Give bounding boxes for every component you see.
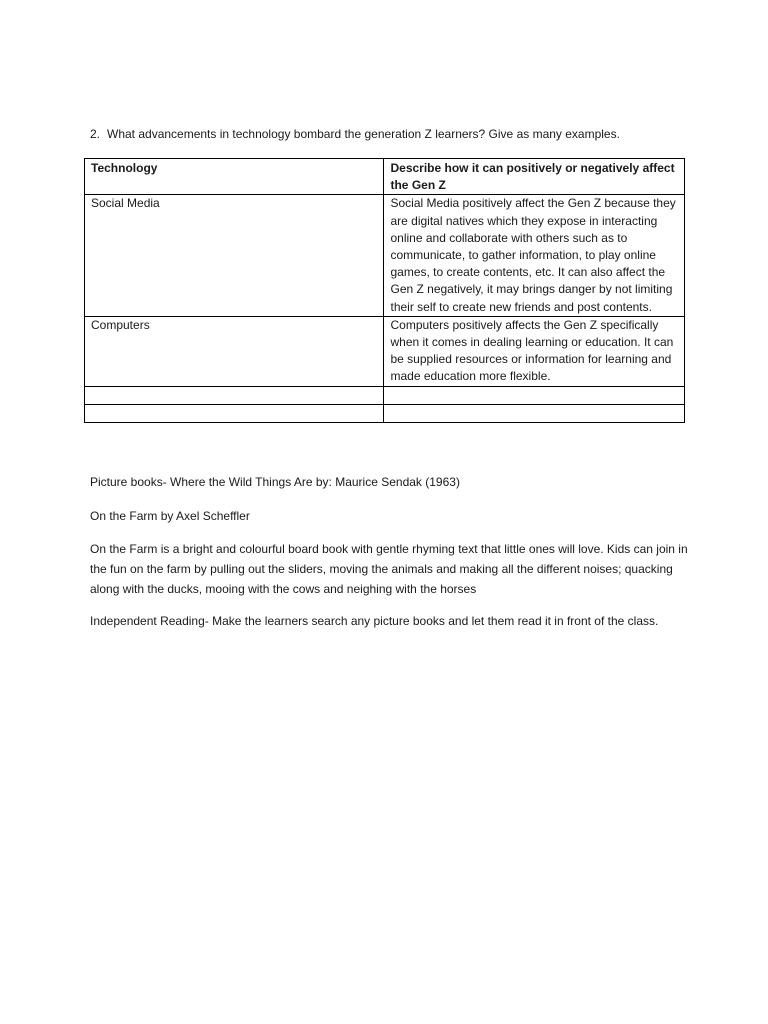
cell-describe (384, 386, 685, 404)
cell-technology (85, 386, 384, 404)
question-line (90, 126, 690, 143)
table-row (85, 195, 685, 316)
cell-technology: Social Media (85, 195, 384, 316)
table-header-row (85, 159, 685, 195)
cell-describe (384, 404, 685, 422)
on-the-farm-title-paragraph: On the Farm by Axel Scheffler (90, 509, 250, 523)
technology-table (84, 158, 685, 423)
cell-technology (85, 404, 384, 422)
cell-describe: Social Media positively affect the Gen Z because they are digital natives which they expose in interacting online and collaborate with others such as to communicate, to gather information, to play online games, to create contents, etc. It can also affect the Gen Z negatively, it may brings danger by not limiting their self to create new friends and post contents. (384, 195, 685, 316)
on-the-farm-description-paragraph: On the Farm is a bright and colourful board book with gentle rhyming text that little ones will love. Kids can join in the fun on the farm by pulling out the sliders, moving the animals and making all the different noises; quacking along with the ducks, mooing with the cows and neighing with the horses (90, 542, 688, 596)
cell-technology: Computers (85, 316, 384, 386)
table-row (85, 404, 685, 422)
independent-reading-paragraph: Independent Reading- Make the learners search any picture books and let them read it in front of the class. (90, 614, 659, 628)
header-technology: Technology (85, 159, 384, 195)
table-row (85, 386, 685, 404)
question-text: What advancements in technology bombard the generation Z learners? Give as many examples. (107, 127, 620, 141)
cell-describe: Computers positively affects the Gen Z specifically when it comes in dealing learning or education. It can be supplied resources or information for learning and made education more flexible. (384, 316, 685, 386)
picture-books-paragraph: Picture books- Where the Wild Things Are by: Maurice Sendak (1963) (90, 475, 460, 489)
header-describe: Describe how it can positively or negatively affect the Gen Z (384, 159, 685, 195)
table-row (85, 316, 685, 386)
question-number: 2. (90, 127, 101, 141)
